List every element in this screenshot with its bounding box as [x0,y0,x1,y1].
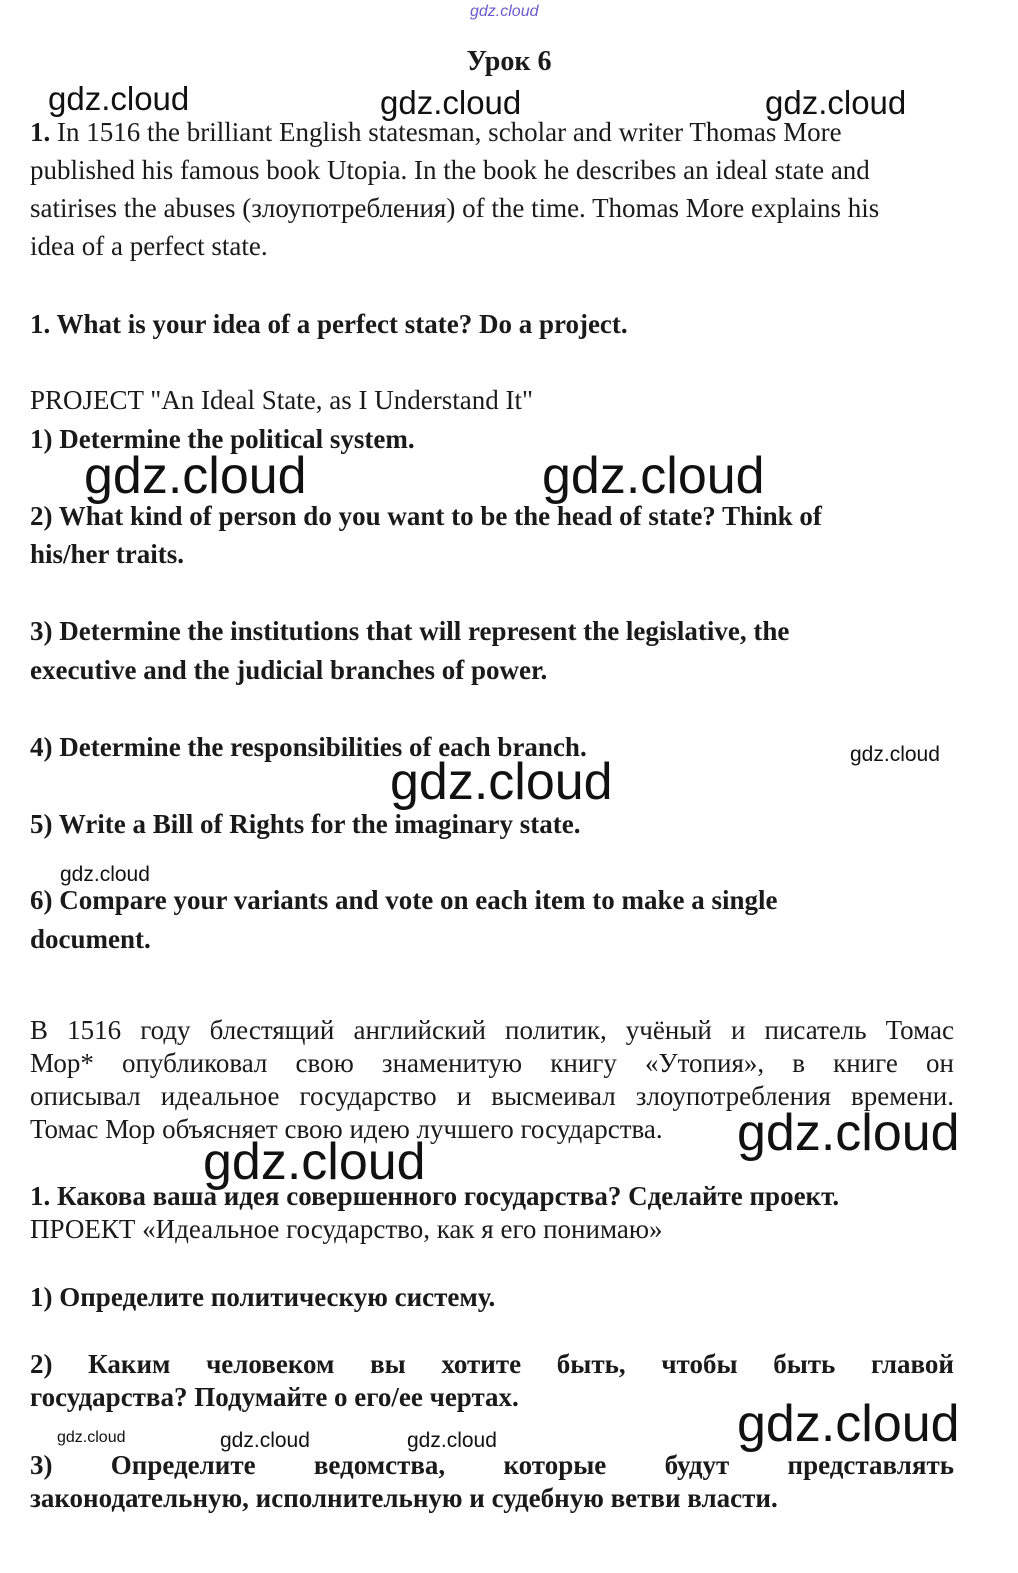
intro-number: 1. [30,117,51,147]
russian-intro-line: Мор* опубликовал свою знаменитую книгу «Утопия», в книге он [30,1048,954,1078]
watermark: gdz.cloud [737,1395,960,1453]
russian-step-2: 2) Каким человеком вы хотите быть, чтобы быть главой [30,1349,954,1379]
russian-step-1: 1) Определите политическую систему. [30,1282,496,1312]
watermark: gdz.cloud [60,863,150,886]
watermark: gdz.cloud [390,753,613,811]
watermark: gdz.cloud [57,1429,126,1446]
watermark: gdz.cloud [542,447,765,505]
english-project-title: PROJECT "An Ideal State, as I Understand It" [30,385,533,415]
english-step-5: 5) Write a Bill of Rights for the imaginary state. [30,809,581,839]
intro-line-text: In 1516 the brilliant English statesman, scholar and writer Thomas More [50,117,842,147]
watermark: gdz.cloud [380,84,522,121]
english-step-6: 6) Compare your variants and vote on each item to make a single [30,885,778,915]
russian-intro-line: Томас Мор объясняет свою идею лучшего государства. [30,1114,663,1144]
english-step-3: 3) Determine the institutions that will represent the legislative, the [30,616,790,646]
watermark: gdz.cloud [850,743,940,766]
intro-line: published his famous book Utopia. In the book he describes an ideal state and [30,155,870,185]
intro-line: satirises the abuses (злоупотребления) of the time. Thomas More explains his [30,193,880,223]
watermark: gdz.cloud [84,447,307,505]
russian-step-2-cont: государства? Подумайте о его/ее чертах. [30,1382,519,1412]
russian-step-3: 3) Определите ведомства, которые будут представлять [30,1450,954,1480]
russian-intro-line: описывал идеальное государство и высмеивал злоупотребления времени. [30,1081,954,1111]
english-step-2: 2) What kind of person do you want to be the head of state? Think of [30,501,822,531]
header-watermark: gdz.cloud [470,3,539,20]
russian-project-title: ПРОЕКТ «Идеальное государство, как я его понимаю» [30,1214,663,1244]
watermark: gdz.cloud [220,1429,310,1452]
watermark: gdz.cloud [407,1429,497,1452]
english-step-3-cont: executive and the judicial branches of power. [30,655,548,685]
watermark: gdz.cloud [48,80,190,117]
page-title: Урок 6 [466,46,552,77]
watermark: gdz.cloud [737,1104,960,1162]
intro-line: idea of a perfect state. [30,231,268,261]
watermark: gdz.cloud [203,1133,426,1191]
english-step-1: 1) Determine the political system. [30,424,415,454]
watermark: gdz.cloud [765,84,907,121]
english-step-6-cont: document. [30,924,151,954]
russian-step-3-cont: законодательную, исполнительную и судебную ветви власти. [30,1483,778,1513]
english-step-2-cont: his/her traits. [30,539,184,569]
english-step-4: 4) Determine the responsibilities of each branch. [30,732,587,762]
russian-intro-line: В 1516 году блестящий английский политик, учёный и писатель Томас [30,1015,954,1045]
english-question: 1. What is your idea of a perfect state? Do a project. [30,309,628,339]
russian-question: 1. Какова ваша идея совершенного государства? Сделайте проект. [30,1181,840,1211]
